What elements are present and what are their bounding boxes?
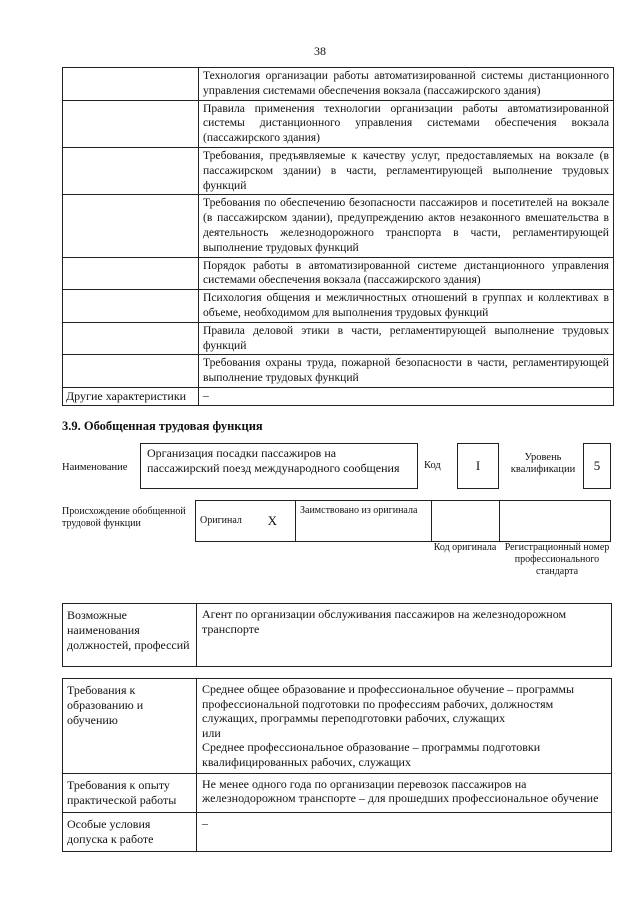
- origin-table: [195, 500, 611, 542]
- table-row: [63, 289, 613, 322]
- code-label: Код: [424, 460, 441, 471]
- original-label: Оригинал: [200, 515, 242, 526]
- empty-label-cell: [63, 323, 199, 355]
- level-label: Уровень квалификации: [510, 452, 576, 475]
- empty-label-cell: [63, 101, 199, 147]
- table-row: [63, 257, 613, 290]
- function-name-box: Организация посадки пассажиров на пассажирский поезд международного сообщения: [140, 443, 418, 489]
- knowledge-item: Правила применения технологии организации работы автоматизированной системы дистанционного управления системами обеспечения вокзала (пассажирского здания): [203, 101, 609, 145]
- table-row: [63, 147, 613, 194]
- original-cell: [195, 501, 295, 541]
- name-label: Наименование: [62, 462, 128, 473]
- requirements-table: [62, 678, 612, 852]
- other-characteristics-label: Другие характеристики: [63, 388, 199, 405]
- empty-label-cell: [63, 195, 199, 256]
- table-row: [63, 387, 613, 405]
- table-row: [63, 354, 613, 387]
- registration-number-cell: [499, 501, 611, 541]
- empty-label-cell: [63, 290, 199, 322]
- positions-label: Возможные наименования должностей, профессий: [63, 604, 197, 666]
- special-conditions-label: Особые условия допуска к работе: [63, 813, 197, 851]
- experience-label: Требования к опыту практической работы: [63, 774, 197, 812]
- other-characteristics-value: –: [203, 388, 209, 402]
- original-code-cell: [431, 501, 499, 541]
- table-row: [63, 68, 613, 100]
- education-line: Среднее профессиональное образование – программы подготовки квалифицированных рабочих, служащих: [202, 740, 541, 769]
- positions-value: Агент по организации обслуживания пассажиров на железнодорожном транспорте: [202, 607, 567, 636]
- empty-label-cell: [63, 68, 199, 100]
- education-value: [197, 679, 611, 773]
- knowledge-item: Порядок работы в автоматизированной системе дистанционного управления системами обеспечения вокзала (пассажирского здания): [203, 258, 609, 287]
- table-row: [63, 812, 611, 851]
- empty-label-cell: [63, 258, 199, 290]
- education-line: Среднее общее образование и профессиональное обучение – программы профессиональной подготовки по профессиям рабочих, должностям служащих, программы переподготовки рабочих, служащих: [202, 682, 575, 726]
- registration-caption: Регистрационный номер профессионального стандарта: [504, 542, 610, 577]
- table-row: [63, 773, 611, 812]
- knowledge-item: Требования охраны труда, пожарной безопасности в части, регламентирующей выполнение трудовых функций: [203, 356, 609, 385]
- knowledge-item: Требования по обеспечению безопасности пассажиров и посетителей на вокзале (в пассажирском здании), предупреждению актов незаконного вмешательства в деятельность железнодорожного транспорта в части, регламентирующей выполнение трудовых функций: [203, 196, 609, 254]
- table-row: [63, 100, 613, 147]
- section-title: 3.9. Обобщенная трудовая функция: [62, 419, 263, 433]
- positions-table: [62, 603, 612, 667]
- knowledge-item: Правила деловой этики в части, регламентирующей выполнение трудовых функций: [203, 323, 609, 352]
- education-line: или: [202, 725, 221, 740]
- table-row: [63, 194, 613, 256]
- table-row: [63, 322, 613, 355]
- knowledge-item: Технология организации работы автоматизированной системы дистанционного управления системами обеспечения вокзала (пассажирского здания): [203, 69, 609, 97]
- empty-label-cell: [63, 148, 199, 194]
- code-caption: Код оригинала: [433, 542, 497, 553]
- knowledge-table: [62, 67, 614, 406]
- empty-label-cell: [63, 355, 199, 387]
- page-number: 38: [314, 44, 326, 58]
- special-conditions-value: –: [202, 815, 208, 830]
- knowledge-item: Требования, предъявляемые к качеству услуг, предоставляемых на вокзале (в пассажирском здании) в части, регламентирующей выполнение трудовых функций: [203, 148, 609, 192]
- table-row: [63, 679, 611, 773]
- origin-label: Происхождение обобщенной трудовой функции: [62, 506, 186, 529]
- code-box: I: [457, 443, 499, 489]
- experience-value: Не менее одного года по организации перевозок пассажиров на железнодорожном транспорте – для прошедших профессиональное обучение: [202, 776, 599, 806]
- table-row: [63, 604, 611, 666]
- level-box: 5: [583, 443, 611, 489]
- education-label: Требования к образованию и обучению: [63, 679, 197, 773]
- borrowed-cell: Заимствовано из оригинала: [295, 501, 431, 541]
- original-mark: X: [267, 513, 277, 528]
- knowledge-item: Психология общения и межличностных отношений в группах и коллективах в объеме, необходимом для выполнения трудовых функций: [203, 291, 609, 319]
